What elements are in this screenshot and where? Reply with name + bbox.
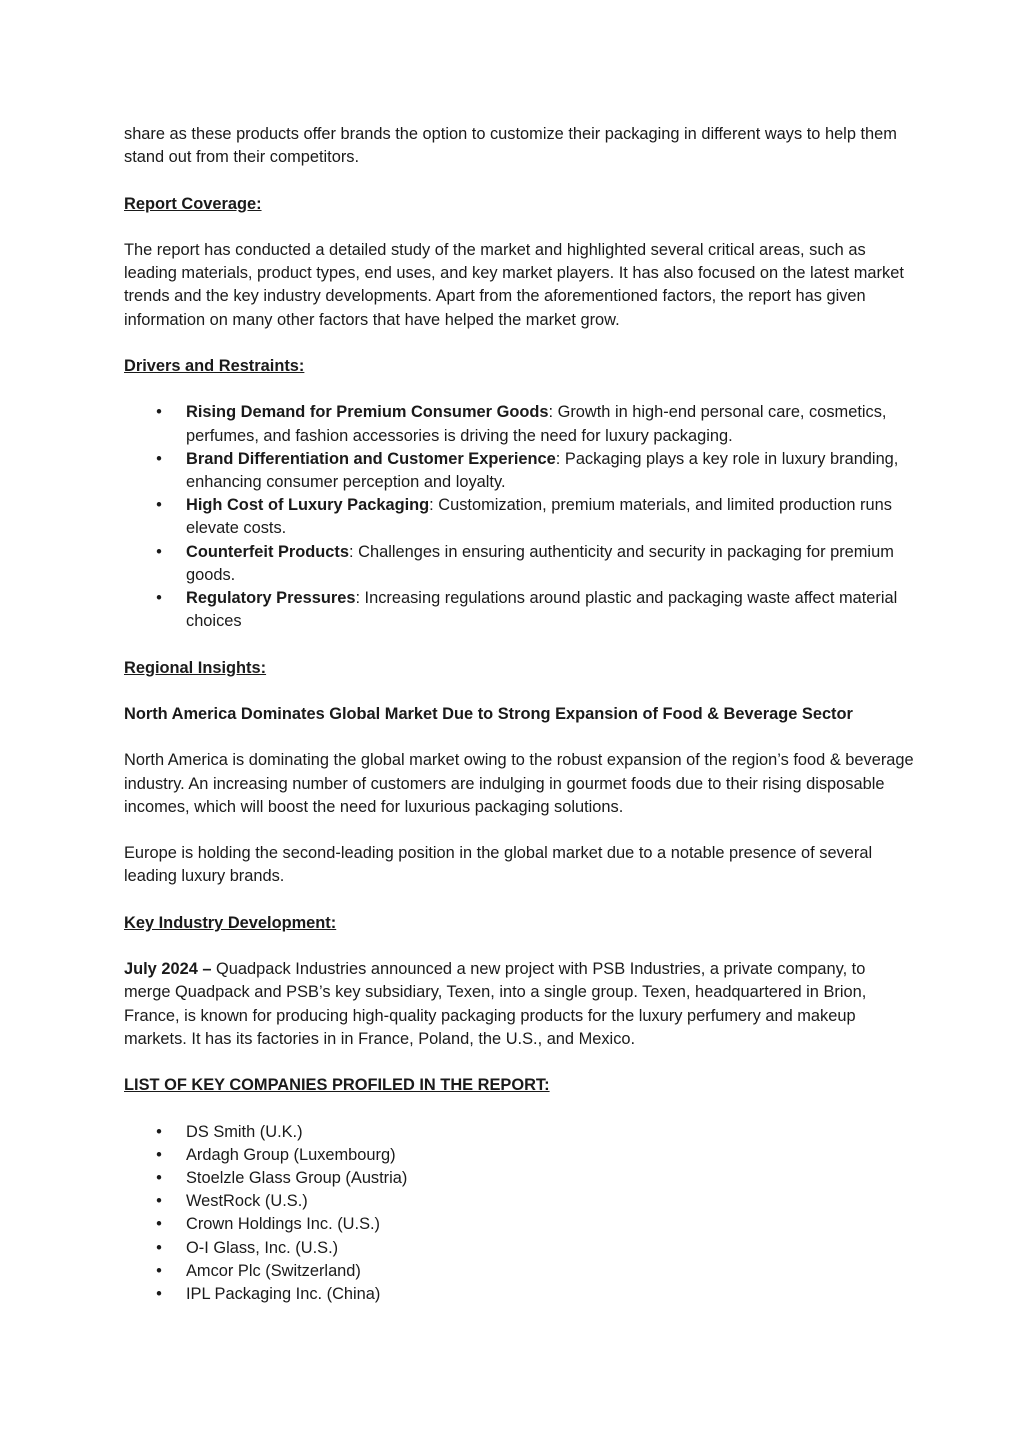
- list-item: [124, 1167, 914, 1190]
- bullet-icon: •: [156, 1261, 162, 1280]
- company-name: O-I Glass, Inc. (U.S.): [186, 1238, 339, 1257]
- company-name: Crown Holdings Inc. (U.S.): [186, 1215, 381, 1234]
- company-name: Ardagh Group (Luxembourg): [186, 1145, 396, 1164]
- list-item: [124, 1213, 914, 1236]
- list-item-description: : Challenges in ensuring authenticity and security in packaging for premium goods.: [186, 542, 894, 584]
- list-item-term: High Cost of Luxury Packaging: [186, 496, 430, 515]
- list-item: [124, 1144, 914, 1167]
- list-item: [124, 401, 914, 447]
- report-coverage-heading: Report Coverage:: [124, 194, 262, 213]
- list-item: [124, 1283, 914, 1306]
- regional-insights-heading: Regional Insights:: [124, 658, 267, 677]
- companies-heading: LIST OF KEY COMPANIES PROFILED IN THE REPORT:: [124, 1076, 550, 1095]
- bullet-icon: •: [156, 449, 162, 468]
- list-item: [124, 1190, 914, 1213]
- list-item: [124, 541, 914, 587]
- company-name: Amcor Plc (Switzerland): [186, 1261, 361, 1280]
- company-name: Stoelzle Glass Group (Austria): [186, 1168, 408, 1187]
- bullet-icon: •: [156, 1238, 162, 1257]
- bullet-icon: •: [156, 496, 162, 515]
- bullet-icon: •: [156, 1145, 162, 1164]
- key-development-body: Quadpack Industries announced a new project with PSB Industries, a private company, to merge Quadpack and PSB’s key subsidiary, Texen, into a single group. Texen, headquartered in Brion, France, is known for producing high-quality packaging products for the luxury perfumery and makeup markets. It has its factories in in France, Poland, the U.S., and Mexico.: [124, 960, 867, 1048]
- key-development-paragraph: [124, 958, 914, 1051]
- list-item-term: Regulatory Pressures: [186, 589, 356, 607]
- regional-insights-subheading: North America Dominates Global Market Due to Strong Expansion of Food & Beverage Sector: [124, 704, 853, 723]
- company-name: DS Smith (U.K.): [186, 1122, 303, 1141]
- drivers-restraints-list: [124, 401, 914, 633]
- bullet-icon: •: [156, 1215, 162, 1234]
- europe-paragraph: Europe is holding the second-leading position in the global market due to a notable presence of several leading luxury brands.: [124, 844, 873, 886]
- key-development-heading: Key Industry Development:: [124, 913, 337, 932]
- list-item: [124, 494, 914, 540]
- bullet-icon: •: [156, 403, 162, 422]
- drivers-restraints-heading: Drivers and Restraints:: [124, 356, 305, 375]
- bullet-icon: •: [156, 1122, 162, 1141]
- list-item-description: : Packaging plays a key role in luxury branding, enhancing consumer perception and loyalty.: [186, 449, 899, 491]
- intro-paragraph: share as these products offer brands the option to customize their packaging in different ways to help them stand out from their competitors.: [124, 125, 897, 167]
- list-item-term: Counterfeit Products: [186, 542, 350, 561]
- list-item: [124, 1237, 914, 1260]
- list-item-description: : Customization, premium materials, and limited production runs elevate costs.: [186, 496, 892, 538]
- list-item: [124, 1260, 914, 1283]
- list-item: [124, 448, 914, 494]
- bullet-icon: •: [156, 1192, 162, 1211]
- list-item-term: Brand Differentiation and Customer Experience: [186, 449, 556, 468]
- list-item-term: Rising Demand for Premium Consumer Goods: [186, 403, 549, 422]
- bullet-icon: •: [156, 1168, 162, 1187]
- key-development-date: July 2024 –: [124, 960, 212, 979]
- bullet-icon: •: [156, 1284, 162, 1303]
- list-item-description: : Increasing regulations around plastic and packaging waste affect material choices: [186, 589, 898, 631]
- company-name: WestRock (U.S.): [186, 1192, 308, 1211]
- list-item: [124, 1121, 914, 1144]
- list-item: [124, 587, 914, 633]
- north-america-paragraph: North America is dominating the global market owing to the robust expansion of the region’s food & beverage industry. An increasing number of customers are indulging in gourmet foods due to their rising disposable incomes, which will boost the need for luxurious packaging solutions.: [124, 751, 914, 816]
- companies-list: [124, 1121, 914, 1307]
- company-name: IPL Packaging Inc. (China): [186, 1284, 381, 1303]
- list-item-description: : Growth in high-end personal care, cosmetics, perfumes, and fashion accessories is driving the need for luxury packaging.: [186, 403, 887, 445]
- bullet-icon: •: [156, 542, 162, 561]
- document-page: [124, 123, 914, 1329]
- bullet-icon: •: [156, 589, 162, 607]
- report-coverage-paragraph: The report has conducted a detailed study of the market and highlighted several critical areas, such as leading materials, product types, end uses, and key market players. It has also focused on the latest market trends and the key industry developments. Apart from the aforementioned factors, the report has given information on many other factors that have helped the market grow.: [124, 240, 904, 329]
